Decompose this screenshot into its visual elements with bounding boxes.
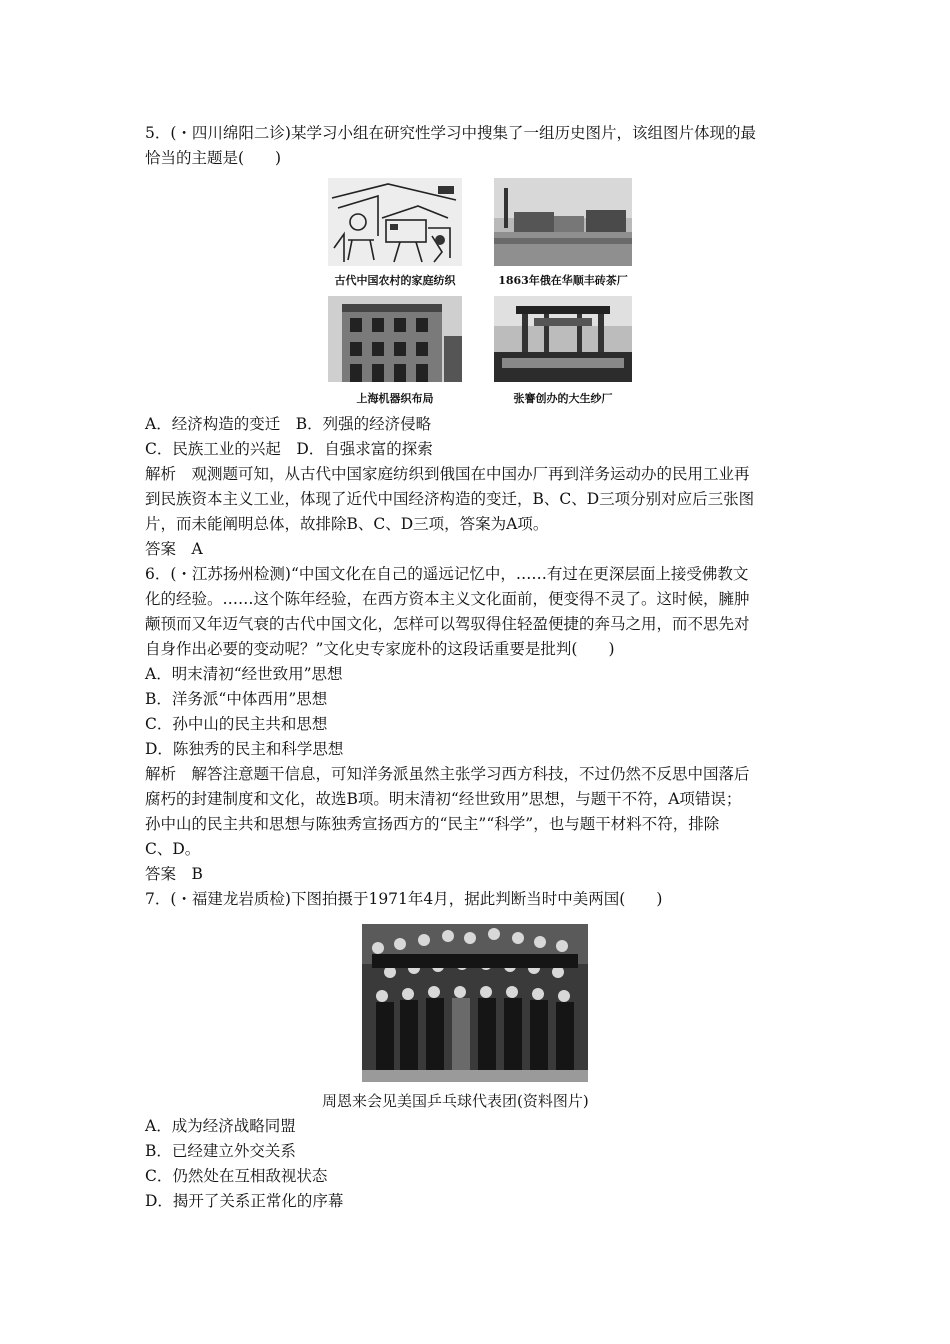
q6-analysis-line3: 孙中山的民主共和思想与陈独秀宣扬西方的“民主”“科学”，也与题干材料不符，排除 <box>145 815 720 833</box>
dasheng-mill-photo <box>494 296 632 382</box>
q6-stem-line4: 自身作出必要的变动呢？”文化史专家庞朴的这段话重要是批判( ) <box>145 640 615 658</box>
q6-option-d: D．陈独秀的民主和科学思想 <box>145 740 344 758</box>
q6-option-a: A．明末清初“经世致用”思想 <box>145 665 343 683</box>
q5-caption-1: 古代中国农村的家庭纺织 <box>334 274 456 287</box>
ping-pong-delegation-photo <box>362 924 588 1082</box>
q5-answer: 答案 A <box>145 540 203 558</box>
q5-photo-grid <box>322 174 638 410</box>
q6-analysis-line1: 解析 解答注意题干信息，可知洋务派虽然主张学习西方科技，不过仍然不反思中国落后 <box>145 765 750 783</box>
q6-option-b: B．洋务派“中体西用”思想 <box>145 690 328 708</box>
q6-answer: 答案 B <box>145 865 203 883</box>
q7-caption: 周恩来会见美国乒乓球代表团(资料图片) <box>322 1092 589 1110</box>
tea-factory-photo <box>494 178 632 266</box>
q6-analysis-line2: 腐朽的封建制度和文化，故选B项。明末清初“经世致用”思想，与题干不符，A项错误； <box>145 790 742 808</box>
q5-caption-4: 张謇创办的大生纱厂 <box>513 392 613 405</box>
shanghai-textile-bureau-photo <box>328 296 462 382</box>
q5-analysis-line2: 到民族资本主义工业，体现了近代中国经济构造的变迁，B、C、D三项分别对应后三张图 <box>145 490 755 508</box>
q5-options-ab: A．经济构造的变迁 B．列强的经济侵略 <box>145 415 432 433</box>
q5-analysis-line3: 片，而未能阐明总体，故排除B、C、D三项，答案为A项。 <box>145 515 549 533</box>
q6-option-c: C．孙中山的民主共和思想 <box>145 715 328 733</box>
q5-caption-3: 上海机器织布局 <box>356 392 434 405</box>
q5-caption-2: 1863年俄在华顺丰砖茶厂 <box>498 274 628 287</box>
q6-stem-line3: 颟顸而又年迈气衰的古代中国文化，怎样可以驾驭得住轻盈便捷的奔马之用，而不思先对 <box>145 615 750 633</box>
q5-options-cd: C．民族工业的兴起 D．自强求富的探索 <box>145 440 433 458</box>
q5-analysis-line1: 解析 观测题可知，从古代中国家庭纺织到俄国在中国办厂再到洋务运动办的民用工业再 <box>145 465 750 483</box>
q5-stem-line1: 5．(・四川绵阳二诊)某学习小组在研究性学习中搜集了一组历史图片，该组图片体现的最 <box>145 124 756 142</box>
home-weaving-photo <box>328 178 462 266</box>
q7-stem: 7．(・福建龙岩质检)下图拍摄于1971年4月，据此判断当时中美两国( ) <box>145 890 663 908</box>
q6-stem-line2: 化的经验。……这个陈年经验，在西方资本主义文化面前，便变得不灵了。这时候，臃肿 <box>145 590 750 608</box>
q5-stem-line2: 恰当的主题是( ) <box>145 149 282 167</box>
q7-option-a: A．成为经济战略同盟 <box>145 1117 296 1135</box>
q7-option-b: B．已经建立外交关系 <box>145 1142 296 1160</box>
q7-option-d: D．揭开了关系正常化的序幕 <box>145 1192 344 1210</box>
q7-option-c: C．仍然处在互相敌视状态 <box>145 1167 328 1185</box>
q6-stem-line1: 6．(・江苏扬州检测)“中国文化在自己的遥远记忆中，……有过在更深层面上接受佛教文 <box>145 565 749 583</box>
q6-analysis-line4: C、D。 <box>145 840 201 858</box>
